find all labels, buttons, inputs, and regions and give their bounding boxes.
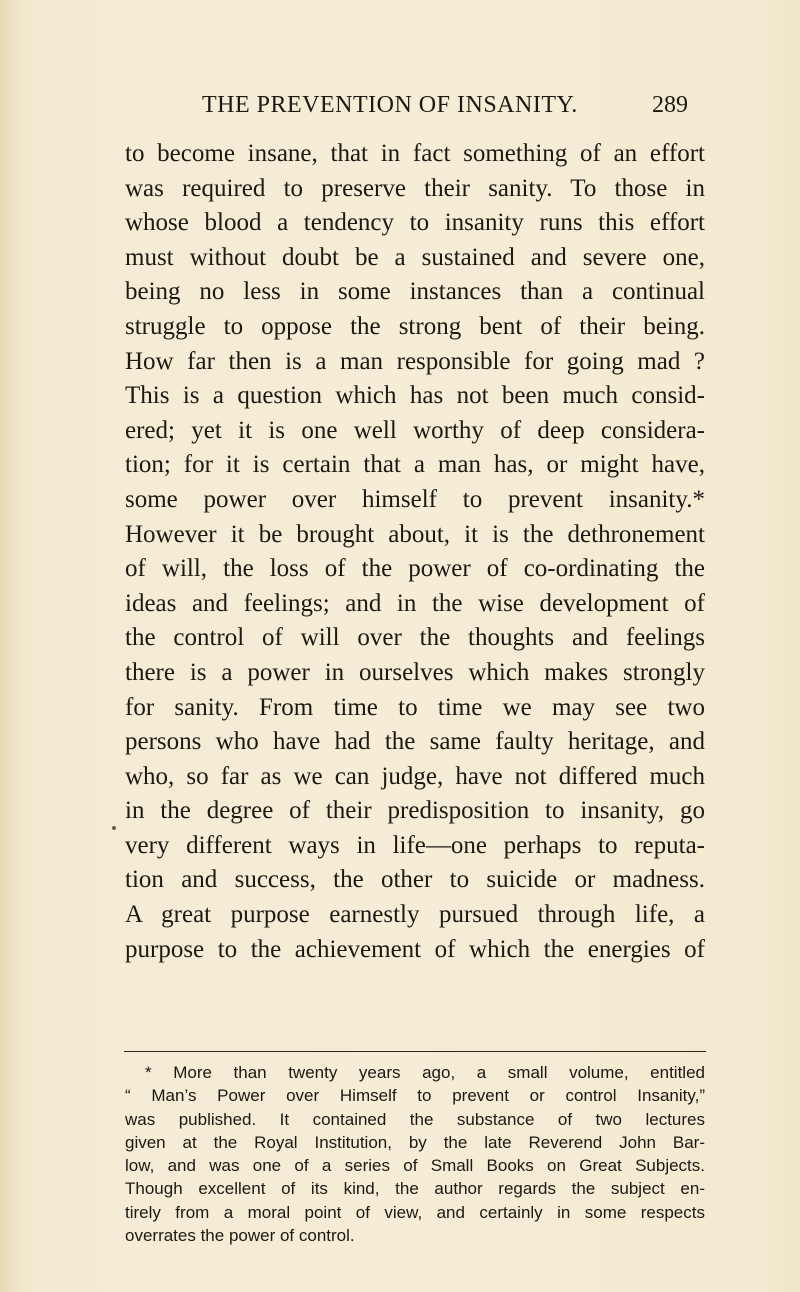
footnote-line: overrates the power of control.: [125, 1226, 355, 1246]
running-head: [168, 92, 688, 126]
body-line: This is a question which has not been much consid-: [125, 382, 705, 410]
body-line: some power over himself to prevent insanity.*: [125, 485, 705, 513]
body-line: being no less in some instances than a continual: [125, 278, 705, 306]
body-line: must without doubt be a sustained and severe one,: [125, 243, 705, 271]
body-line: A great purpose earnestly pursued through life, a: [125, 901, 705, 929]
body-line: However it be brought about, it is the dethronement: [125, 520, 705, 548]
page-number: 289: [652, 92, 688, 118]
body-line: persons who have had the same faulty heritage, and: [125, 728, 705, 756]
body-line: to become insane, that in fact something of an effort: [125, 140, 705, 167]
footnote-line: * More than twenty years ago, a small volume, entitled: [145, 1063, 705, 1082]
body-line: for sanity. From time to time we may see two: [125, 693, 705, 721]
body-line: ered; yet it is one well worthy of deep considera-: [125, 416, 705, 444]
body-line: tion; for it is certain that a man has, or might have,: [125, 451, 705, 479]
body-line: struggle to oppose the strong bent of their being.: [125, 312, 705, 340]
running-title: THE PREVENTION OF INSANITY.: [202, 92, 578, 118]
body-line: in the degree of their predisposition to insanity, go: [125, 797, 705, 825]
footnote-line: was published. It contained the substance of two lectures: [125, 1109, 705, 1129]
body-line: was required to preserve their sanity. To those in: [125, 174, 705, 202]
footnote: [125, 1061, 705, 1247]
footnote-line: “ Man’s Power over Himself to prevent or control Insanity,”: [125, 1086, 705, 1106]
body-line: How far then is a man responsible for going mad ?: [125, 347, 705, 375]
footnote-line: given at the Royal Institution, by the late Reverend John Bar-: [125, 1132, 705, 1152]
margin-mark: [112, 826, 116, 830]
footnote-line: Though excellent of its kind, the author regards the subject en-: [125, 1179, 705, 1199]
body-line: the control of will over the thoughts and feelings: [125, 624, 705, 652]
body-line: tion and success, the other to suicide or madness.: [125, 866, 705, 894]
footnote-line: low, and was one of a series of Small Books on Great Subjects.: [125, 1156, 705, 1176]
body-text: [125, 137, 705, 967]
page-gutter-shadow: [0, 0, 18, 1292]
body-line: of will, the loss of the power of co-ordinating the: [125, 555, 705, 583]
body-line: very different ways in life—one perhaps to reputa-: [125, 831, 705, 859]
body-line: who, so far as we can judge, have not differed much: [125, 762, 705, 790]
body-line: purpose to the achievement of which the energies of: [125, 935, 705, 963]
body-line: ideas and feelings; and in the wise development of: [125, 589, 705, 617]
body-line: whose blood a tendency to insanity runs this effort: [125, 209, 705, 237]
footnote-rule: [124, 1051, 706, 1052]
body-line: there is a power in ourselves which makes strongly: [125, 658, 705, 686]
footnote-line: tirely from a moral point of view, and certainly in some respects: [125, 1202, 705, 1222]
